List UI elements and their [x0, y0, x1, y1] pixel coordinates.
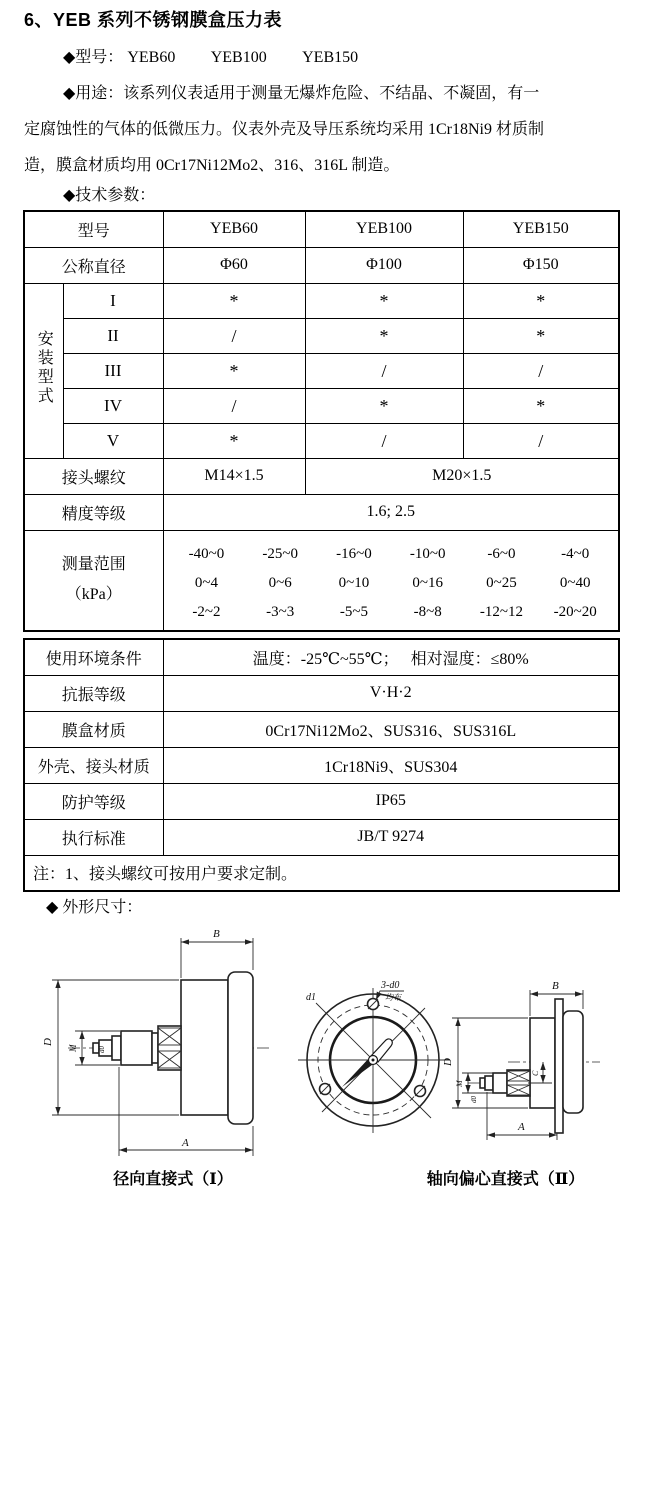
mounting-value: /	[381, 360, 387, 381]
range-value: 0~6	[268, 574, 292, 591]
range-value: -5~5	[339, 603, 368, 620]
dims-heading: ◆ 外形尺寸：	[46, 899, 143, 916]
range-value: -4~0	[561, 545, 590, 562]
mounting-type: I	[63, 283, 163, 318]
table-row	[24, 388, 619, 423]
spec-model-label: 型号	[24, 211, 163, 247]
front-view-drawing	[298, 980, 450, 1133]
thread-label: 接头螺纹	[24, 458, 163, 494]
page-title: 6、YEB 系列不锈钢膜盒压力表	[24, 10, 283, 30]
dim-label-m: M	[455, 1080, 464, 1087]
range-value: 0~25	[486, 574, 517, 591]
table-row	[24, 711, 619, 747]
env-label: 膜盒材质	[24, 711, 163, 747]
range-value: 0~16	[412, 574, 443, 591]
range-value: -8~8	[413, 603, 442, 620]
table-row	[24, 211, 619, 247]
mounting-value: *	[379, 290, 389, 311]
range-label-line1: 测量范围	[61, 556, 126, 574]
env-value: 0Cr17Ni12Mo2、SUS316、SUS316L	[163, 711, 619, 747]
dim-label-d1: d1	[306, 992, 316, 1003]
dim-label-b: B	[213, 928, 220, 940]
model-yeb60: YEB60	[127, 49, 176, 66]
range-values-cell	[163, 530, 619, 631]
mounting-value: /	[538, 430, 544, 451]
table-row	[24, 675, 619, 711]
env-value: 温度：-25℃~55℃； 相对湿度：≤80%	[163, 639, 619, 675]
env-value: V·H·2	[163, 675, 619, 711]
env-label: 外壳、接头材质	[24, 747, 163, 783]
mounting-type: II	[63, 318, 163, 353]
range-value: -6~0	[487, 545, 516, 562]
caption-axial-type: 轴向偏心直接式（Ⅱ）	[426, 1171, 585, 1188]
radial-view-drawing	[42, 928, 272, 1156]
mounting-label-cell	[24, 283, 63, 458]
dim-label-b: B	[552, 980, 559, 992]
range-value: -20~20	[553, 603, 597, 620]
mounting-value: *	[229, 360, 239, 381]
spec-table	[23, 210, 620, 632]
env-value: IP65	[163, 783, 619, 819]
usage-paragraph	[24, 76, 628, 184]
mounting-value: /	[231, 395, 237, 416]
model-yeb150: YEB150	[302, 49, 359, 66]
dim-label-d0: d0	[470, 1096, 478, 1103]
range-value: -10~0	[409, 545, 446, 562]
mounting-type: IV	[63, 388, 163, 423]
usage-line: ◆用途：该系列仪表适用于测量无爆炸危险、不结晶、不凝固，有一	[63, 85, 540, 102]
range-value: -25~0	[262, 545, 298, 562]
table-note: 注：1、接头螺纹可按用户要求定制。	[24, 855, 619, 891]
range-grid	[164, 540, 619, 621]
diameter-label: 公称直径	[24, 247, 163, 283]
table-row	[24, 494, 619, 530]
mounting-type: III	[63, 353, 163, 388]
table-row	[24, 819, 619, 855]
model-yeb100: YEB100	[210, 49, 267, 66]
range-value: 0~40	[559, 574, 591, 591]
range-value: -12~12	[479, 603, 523, 620]
mounting-value: /	[538, 360, 544, 381]
table-row	[24, 458, 619, 494]
table-row	[24, 353, 619, 388]
dim-label-d0: d0	[98, 1046, 106, 1053]
spec-model-yeb100: YEB100	[305, 211, 463, 247]
environment-table	[23, 638, 620, 892]
mounting-value: *	[536, 325, 546, 346]
env-label: 使用环境条件	[24, 639, 163, 675]
range-value: 0~10	[338, 574, 370, 591]
env-value: 1Cr18Ni9、SUS304	[163, 747, 619, 783]
mounting-value: *	[379, 325, 389, 346]
tech-params-heading: ◆技术参数：	[63, 187, 156, 204]
mounting-value: *	[536, 395, 546, 416]
range-value: -16~0	[336, 545, 372, 562]
range-value: -3~3	[266, 603, 295, 620]
diameter-value: Φ150	[463, 247, 619, 283]
dim-label-a: A	[518, 1121, 525, 1133]
spec-model-yeb60: YEB60	[163, 211, 305, 247]
model-line	[63, 44, 390, 67]
bolt-pattern-note: 均布	[385, 993, 401, 1002]
mounting-value: /	[381, 430, 387, 451]
accuracy-value: 1.6; 2.5	[163, 494, 619, 530]
table-row	[24, 783, 619, 819]
dim-label-d: D	[42, 1038, 54, 1046]
table-row	[24, 283, 619, 318]
table-row	[24, 530, 619, 631]
bolt-pattern-label: 3-d0	[381, 980, 400, 991]
range-value: 0~4	[194, 574, 218, 591]
env-label: 防护等级	[24, 783, 163, 819]
table-row	[24, 855, 619, 891]
diameter-value: Φ60	[163, 247, 305, 283]
mounting-value: /	[231, 325, 237, 346]
mounting-value: *	[229, 430, 239, 451]
model-label: ◆型号：	[63, 49, 124, 66]
dim-label-c: C	[531, 1070, 540, 1076]
range-label-cell	[24, 530, 163, 631]
env-label: 抗振等级	[24, 675, 163, 711]
mounting-type: V	[63, 423, 163, 458]
range-value: -40~0	[188, 545, 225, 562]
table-row	[24, 747, 619, 783]
usage-line: 定腐蚀性的气体的低微压力。仪表外壳及导压系统均采用 1Cr18Ni9 材质制	[24, 121, 545, 138]
range-value: -2~2	[192, 603, 221, 620]
table-row	[24, 247, 619, 283]
table-row	[24, 423, 619, 458]
caption-radial-type: 径向直接式（Ⅰ）	[113, 1171, 233, 1188]
range-label-line2: （kPa）	[65, 586, 122, 604]
thread-yeb60: M14×1.5	[163, 458, 305, 494]
dim-label-m: M	[68, 1044, 78, 1052]
diameter-value: Φ100	[305, 247, 463, 283]
dim-label-a: A	[182, 1137, 189, 1149]
accuracy-label: 精度等级	[24, 494, 163, 530]
thread-yeb100-150: M20×1.5	[305, 458, 619, 494]
dim-label-d: D	[442, 1058, 454, 1066]
mounting-label: 安装型式	[35, 330, 53, 406]
spec-model-yeb150: YEB150	[463, 211, 619, 247]
mounting-value: *	[229, 290, 239, 311]
table-row	[24, 639, 619, 675]
table-row	[24, 318, 619, 353]
usage-line: 造，膜盒材质均用 0Cr17Ni12Mo2、316、316L 制造。	[24, 157, 400, 174]
env-label: 执行标准	[24, 819, 163, 855]
mounting-value: *	[536, 290, 546, 311]
env-value: JB/T 9274	[163, 819, 619, 855]
mounting-value: *	[379, 395, 389, 416]
axial-view-drawing	[442, 980, 600, 1140]
